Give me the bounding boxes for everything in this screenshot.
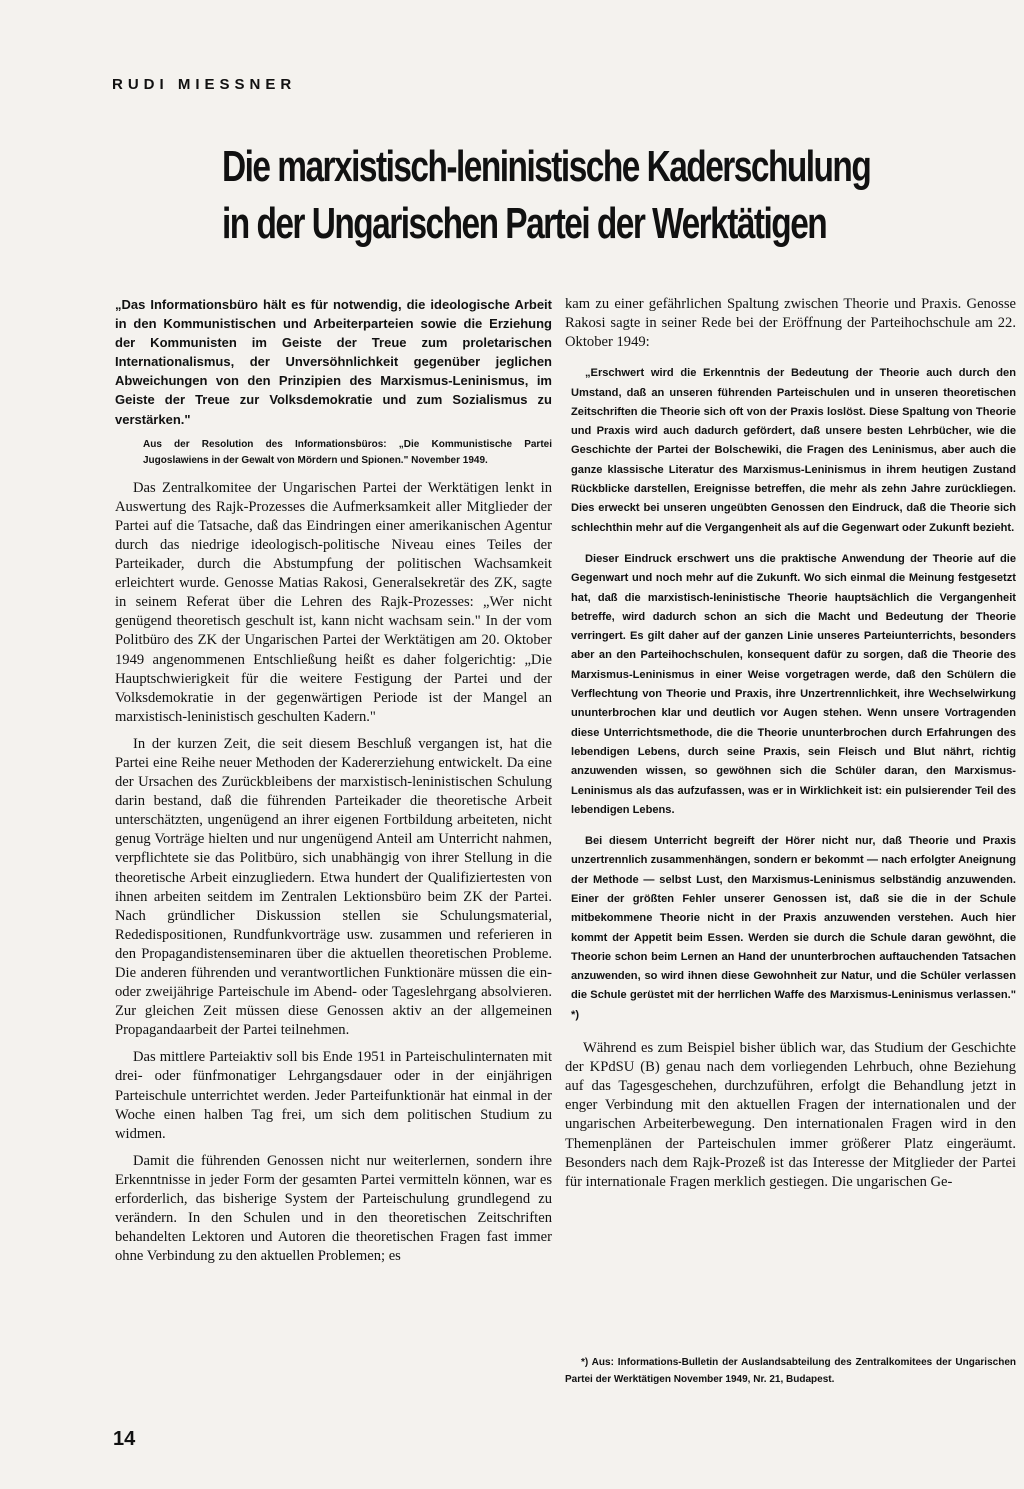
left-column [115, 295, 552, 1274]
title-line-1: Die marxistisch-leninistische Kaderschulung [222, 142, 871, 191]
title-line-2: in der Ungarischen Partei der Werktätigen [222, 199, 827, 248]
epigraph-text: „Das Informationsbüro hält es für notwendig, die ideologische Arbeit in den Kommunistischen und Arbeiterparteien sowie die Erziehung der Kommunisten im Geiste der Treue zum proletarischen Internationalismus, der Unversöhnlichkeit gegenüber jeglichen Abweichungen von den Prinzipien des Marxismus-Leninismus, im Geiste der Treue zur Volksdemokratie und zum Sozialismus zu verstärken." [115, 297, 552, 427]
block-quote [565, 364, 1016, 1025]
quote-paragraph: Dieser Eindruck erschwert uns die praktische Anwendung der Theorie auf die Gegenwart und noch mehr auf die Zukunft. Wo sich einmal die Meinung festgesetzt hat, daß die marxistisch-leninistische Theorie hauptsächlich die Vergangenheit betreffe, wird dadurch schon an sich die Macht und Bedeutung der Theorie verringert. Es gilt daher auf der ganzen Linie unseres Parteiunterrichts, besonders aber an den Parteihochschulen, konsequent dafür zu sorgen, daß die Theorie des Marxismus-Leninismus in einer Weise vorgetragen werde, daß den Schülern die Verflechtung von Theorie und Praxis, ihre Unzertrennlichkeit, ihre Wechselwirkung ununterbrochen klar und deutlich vor Augen stehen. Wenn unsere Vortragenden diese Unterrichtsmethode, die die Theorie ununterbrochen durch Erfahrungen des lebendigen Lebens, durch seine Praxis, sein Fleisch und Blut nährt, richtig anzuwenden wissen, so gewöhnen sich die Schüler daran, den Marxismus-Leninismus als das aufzufassen, was er in Wirklichkeit ist: ein pulsierender Teil des lebendigen Lebens. [571, 552, 1016, 816]
footnote: *) Aus: Informations-Bulletin der Auslandsabteilung des Zentralkomitees der Ungarischen Partei der Werktätigen November 1949, Nr. 21, Budapest. [565, 1357, 1016, 1385]
body-paragraph: kam zu einer gefährlichen Spaltung zwischen Theorie und Praxis. Genosse Rakosi sagte in seiner Rede bei der Eröffnung der Parteihochschule am 22. Oktober 1949: [565, 296, 1016, 351]
body-paragraph: Das mittlere Parteiaktiv soll bis Ende 1951 in Parteischulinternaten mit drei- oder fünfmonatiger Lehrgangsdauer oder in der einjährigen Parteischule unterrichtet werden. Jeder Parteifunktionär hat einmal in der Woche einen halben Tag frei, um sich dem politischen Studium zu widmen. [115, 1049, 552, 1142]
right-column [565, 295, 1016, 1200]
epigraph [115, 295, 552, 429]
body-paragraph: Während es zum Beispiel bisher üblich war, das Studium der Geschichte der KPdSU (B) genau nach dem vorliegenden Lehrbuch, ohne Beziehung auf das Tagesgeschehen, durchzuführen, erfolgt die Behandlung jetzt in enger Verbindung mit den aktuellen Fragen der internationalen und der ungarischen Arbeiterbewegung. Den internationalen Fragen wird in den Themenplänen der Parteischulen immer größerer Platz eingeräumt. Besonders nach dem Rajk-Prozeß ist das Interesse der Mitglieder der Partei für internationale Fragen merklich gestiegen. Die ungarischen Ge- [565, 1040, 1016, 1190]
quote-paragraph: Bei diesem Unterricht begreift der Hörer nicht nur, daß Theorie und Praxis unzertrennlich zusammenhängen, sondern er bekommt — nach erfolgter Aneignung der Methode — selbst Lust, den Marxismus-Leninismus selbständig anzuwenden. Einer der größten Fehler unserer Genossen ist, daß sie die in der Schule mitbekommene Theorie nicht in der Praxis anzuwenden verstehen. Auch hier kommt der Appetit beim Essen. Werden sie durch die Schule daran gewöhnt, die Theorie schon beim Lernen an Hand der ununterbrochen auftauchenden Tatsachen anzuwenden, so wird ihnen diese Gewohnheit zur Natur, und die Schüler verlassen die Schule gerüstet mit der herrlichen Waffe des Marxismus-Leninismus verlassen." *) [571, 835, 1016, 1021]
page-number: 14 [113, 1428, 136, 1450]
quote-paragraph: „Erschwert wird die Erkenntnis der Bedeutung der Theorie auch durch den Umstand, daß an unseren führenden Parteischulen und in unseren theoretischen Zeitschriften die Theorie sich oft von der Praxis loslöst. Diese Spaltung von Theorie und Praxis wird auch dadurch gefördert, daß unsere besten Lehrbücher, wie die Geschichte der Partei der Bolschewiki, die Fragen des Leninismus, aber auch die ganze klassische Literatur des Marxismus-Leninismus in ihrem heutigen Zustand Rückblicke darstellen, Ereignisse betreffen, die mehr als zehn Jahre zurückliegen. Dies erweckt bei unseren ungeübten Genossen den Eindruck, daß die Theorie sich schlechthin mehr auf die Vergangenheit als auf die Gegenwart oder Zukunft bezieht. [571, 367, 1016, 534]
body-paragraph: Damit die führenden Genossen nicht nur weiterlernen, sondern ihre Erkenntnisse in jeder Form der gesamten Partei vermitteln können, war es erforderlich, das bisherige System der Parteischulung grundlegend zu verändern. In den Schulen und in den theoretischen Zeitschriften behandelten Lektoren und Autoren die theoretischen Fragen fast immer ohne Verbindung zu den aktuellen Problemen; es [115, 1152, 552, 1265]
author-name: RUDI MIESSNER [112, 76, 297, 93]
article-title [222, 138, 871, 252]
body-paragraph: Das Zentralkomitee der Ungarischen Partei der Werktätigen lenkt in Auswertung des Rajk-Prozesses die Aufmerksamkeit aller Mitglieder der Partei auf die Tatsache, daß das Eindringen einer amerikanischen Agentur durch das niedrige ideologisch-politische Niveau eines Teiles der Parteikader, durch die Abstumpfung der politischen Wachsamkeit erleichtert wurde. Genosse Matias Rakosi, Generalsekretär des ZK, sagte in seinem Referat über die Lehren des Rajk-Prozesses: „Wer nicht genügend theoretisch geschult ist, kann nicht wachsam sein." In der vom Politbüro des ZK der Ungarischen Partei der Werktätigen am 20. Oktober 1949 angenommenen Entschließung heißt es daher folgerichtig: „Die Hauptschwierigkeit für die weitere Festigung der Partei und der Volksdemokratie in der gegenwärtigen Periode ist der Mangel an marxistisch-leninistisch geschulten Kadern." [115, 479, 552, 725]
epigraph-source: Aus der Resolution des Informationsbüros: „Die Kommunistische Partei Jugoslawiens in der Gewalt von Mördern und Spionen." November 1949. [143, 438, 552, 466]
body-paragraph: In der kurzen Zeit, die seit diesem Beschluß vergangen ist, hat die Partei eine Reihe neuer Methoden der Kadererziehung entwickelt. Da eine der Ursachen des Zurückbleibens der marxistisch-leninistischen Schulung darin bestand, daß die führenden Parteikader die theoretische Arbeit unterschätzten, ungenügend an ihrer eigenen Fortbildung arbeiteten, nicht genug Vorträge hielten und nur ungenügend Anteil am Unterricht nahmen, verpflichtete sie das Politbüro, sich unabhängig von ihrer Stellung in die theoretische Arbeit einzugliedern. Etwa hundert der Qualifiziertesten von ihnen arbeiten seitdem im Zentralen Lektionsbüro beim ZK der Partei. Nach gründlicher Diskussion stellen sie Schulungsmaterial, Rededispositionen, Rundfunkvorträge usw. zusammen und referieren in den Propagandistenseminaren über die aktuellen theoretischen Probleme. Die anderen führenden und verantwortlichen Funktionäre müssen die ein- oder zweijährige Parteischule im Abend- oder Tageslehrgang absolvieren. Zur gleichen Zeit müssen diese Genossen aktiv an der allgemeinen Propagandaarbeit der Partei teilnehmen. [115, 735, 552, 1039]
